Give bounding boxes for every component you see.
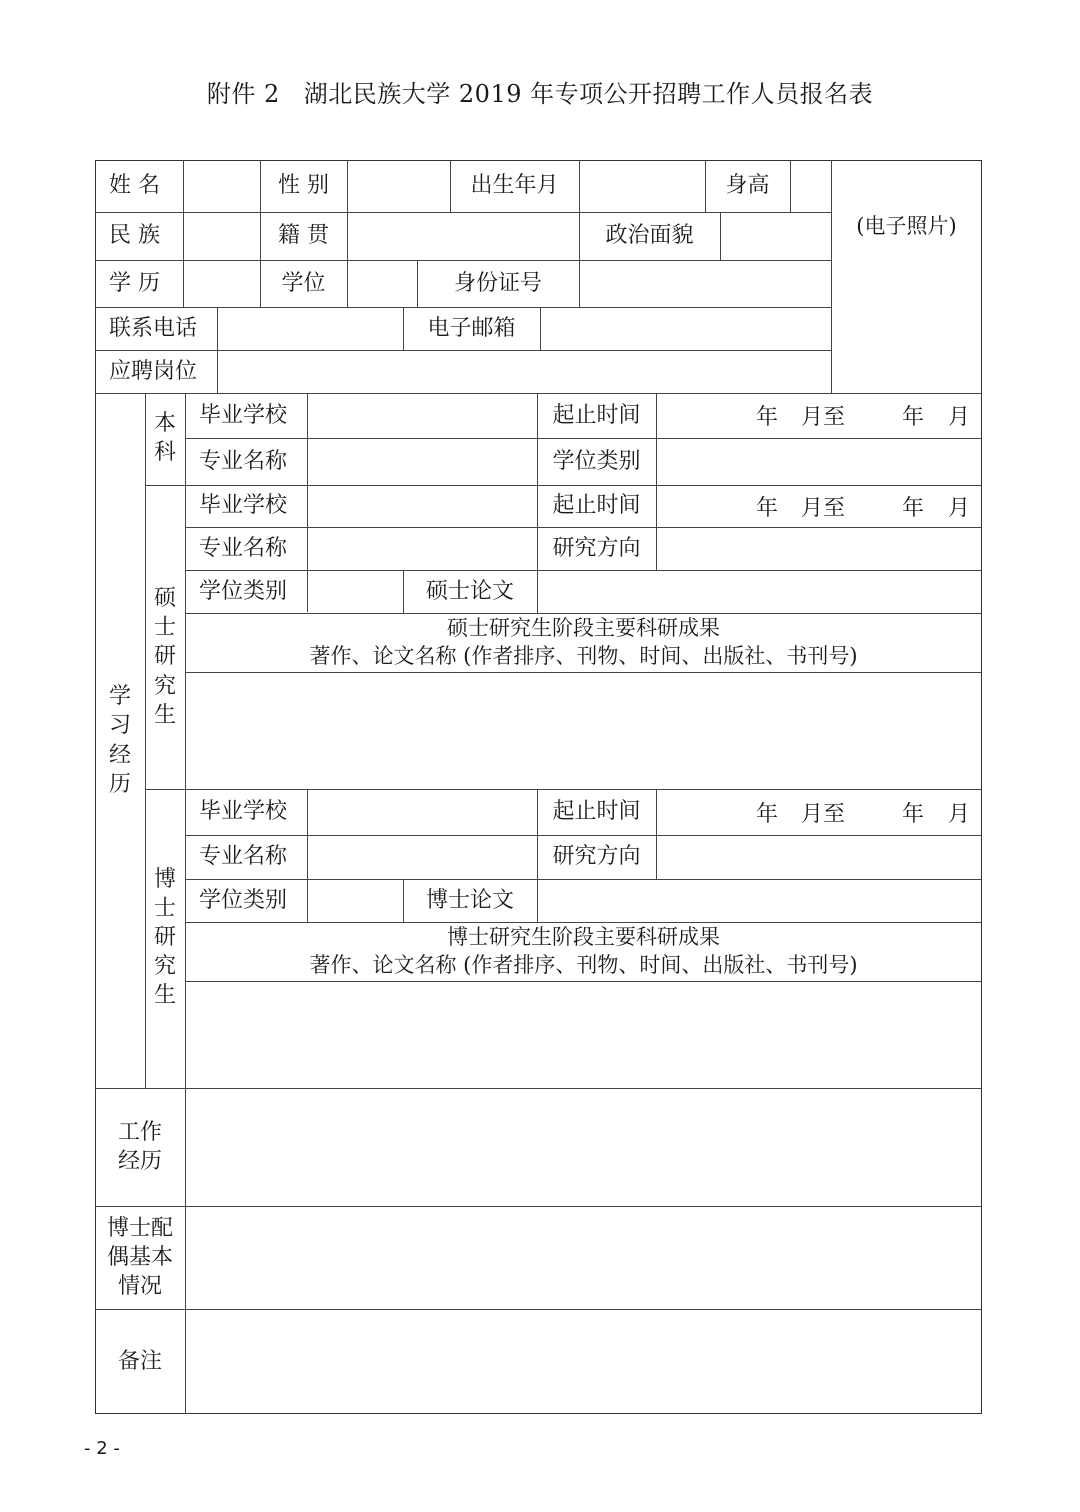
- form-title-text: 湖北民族大学 2019 年专项公开招聘工作人员报名表: [303, 80, 874, 108]
- form-title: [0, 74, 1080, 109]
- page-number: - 2 -: [84, 1438, 120, 1459]
- undergrad-period-value[interactable]: 年 月至 年 月: [756, 405, 971, 430]
- input-degree[interactable]: [347, 260, 417, 307]
- label-master-direction: 研究方向: [552, 535, 641, 561]
- study-history-label: 学 习 经 历: [108, 684, 131, 797]
- input-position[interactable]: [217, 350, 831, 393]
- input-doctor-major[interactable]: [307, 835, 537, 879]
- input-doctor-degree-type[interactable]: [307, 879, 403, 922]
- label-undergrad-school: 毕业学校: [199, 402, 288, 428]
- label-degree: 学位: [281, 270, 326, 296]
- input-remarks[interactable]: [185, 1309, 982, 1414]
- input-doctor-school[interactable]: [307, 789, 537, 835]
- label-doctor-school: 毕业学校: [199, 799, 288, 825]
- input-birth-date[interactable]: [579, 160, 705, 212]
- doctor-period-value[interactable]: 年 月至 年 月: [756, 801, 971, 827]
- input-doctor-achievements[interactable]: [185, 981, 982, 1088]
- label-native-place: 籍 贯: [278, 223, 329, 249]
- input-work-history[interactable]: [185, 1088, 982, 1206]
- label-phone: 联系电话: [109, 315, 198, 341]
- input-master-direction[interactable]: [656, 527, 982, 570]
- input-undergrad-major[interactable]: [307, 438, 537, 485]
- work-history-label: 工作 经历: [117, 1119, 162, 1174]
- input-id-number[interactable]: [579, 260, 831, 307]
- input-master-thesis[interactable]: [537, 570, 982, 613]
- input-height[interactable]: [790, 160, 831, 212]
- label-master-major: 专业名称: [199, 535, 288, 561]
- label-doctor-direction: 研究方向: [552, 844, 641, 870]
- label-ethnicity: 民 族: [109, 223, 160, 249]
- label-birth-date: 出生年月: [470, 173, 559, 199]
- input-master-degree-type[interactable]: [307, 570, 403, 613]
- label-education: 学 历: [109, 270, 160, 296]
- label-height: 身高: [725, 173, 770, 199]
- input-email[interactable]: [540, 307, 831, 350]
- remarks-label: 备注: [117, 1348, 162, 1374]
- input-phone[interactable]: [217, 307, 403, 350]
- input-master-major[interactable]: [307, 527, 537, 570]
- input-master-school[interactable]: [307, 485, 537, 527]
- input-native-place[interactable]: [347, 212, 579, 260]
- label-name: 姓 名: [109, 173, 160, 199]
- input-name[interactable]: [183, 160, 260, 212]
- spouse-info-label: 博士配 偶基本 情况: [106, 1215, 173, 1300]
- undergrad-label: 本 科: [153, 411, 176, 466]
- photo-placeholder[interactable]: (电子照片): [856, 214, 957, 239]
- label-master-period: 起止时间: [552, 493, 641, 519]
- label-id-number: 身份证号: [453, 270, 542, 296]
- input-ethnicity[interactable]: [183, 212, 260, 260]
- input-doctor-direction[interactable]: [656, 835, 982, 879]
- label-master-thesis: 硕士论文: [425, 578, 514, 604]
- doctor-achievements-header: [185, 922, 982, 981]
- label-email: 电子邮箱: [427, 315, 516, 341]
- doctor-label: 博 士 研 究 生: [153, 867, 176, 1009]
- input-undergrad-school[interactable]: [307, 393, 537, 438]
- input-spouse-info[interactable]: [185, 1206, 982, 1309]
- label-doctor-period: 起止时间: [552, 799, 641, 825]
- input-gender[interactable]: [347, 160, 450, 212]
- master-achievements-subtitle: 著作、论文名称 (作者排序、刊物、时间、出版社、书刊号): [309, 643, 858, 668]
- master-achievements-header: [185, 613, 982, 672]
- label-gender: 性 别: [278, 173, 329, 199]
- attachment-number: 附件 2: [206, 80, 280, 108]
- master-label: 硕 士 研 究 生: [153, 586, 176, 728]
- label-doctor-thesis: 博士论文: [425, 887, 514, 913]
- label-undergrad-major: 专业名称: [199, 448, 288, 474]
- label-political-status: 政治面貌: [605, 223, 694, 249]
- label-undergrad-degree-type: 学位类别: [552, 448, 641, 474]
- label-doctor-major: 专业名称: [199, 844, 288, 870]
- label-undergrad-period: 起止时间: [552, 402, 641, 428]
- label-master-degree-type: 学位类别: [199, 578, 288, 604]
- input-education[interactable]: [183, 260, 260, 307]
- doctor-achievements-subtitle: 著作、论文名称 (作者排序、刊物、时间、出版社、书刊号): [309, 952, 858, 977]
- input-doctor-thesis[interactable]: [537, 879, 982, 922]
- input-undergrad-degree-type[interactable]: [656, 438, 982, 485]
- label-doctor-degree-type: 学位类别: [199, 887, 288, 913]
- doctor-achievements-title: 博士研究生阶段主要科研成果: [447, 925, 720, 950]
- master-period-value[interactable]: 年 月至 年 月: [756, 495, 971, 521]
- input-political-status[interactable]: [720, 212, 831, 260]
- master-achievements-title: 硕士研究生阶段主要科研成果: [447, 616, 720, 641]
- label-master-school: 毕业学校: [199, 493, 288, 519]
- label-position: 应聘岗位: [109, 358, 198, 384]
- input-master-achievements[interactable]: [185, 672, 982, 789]
